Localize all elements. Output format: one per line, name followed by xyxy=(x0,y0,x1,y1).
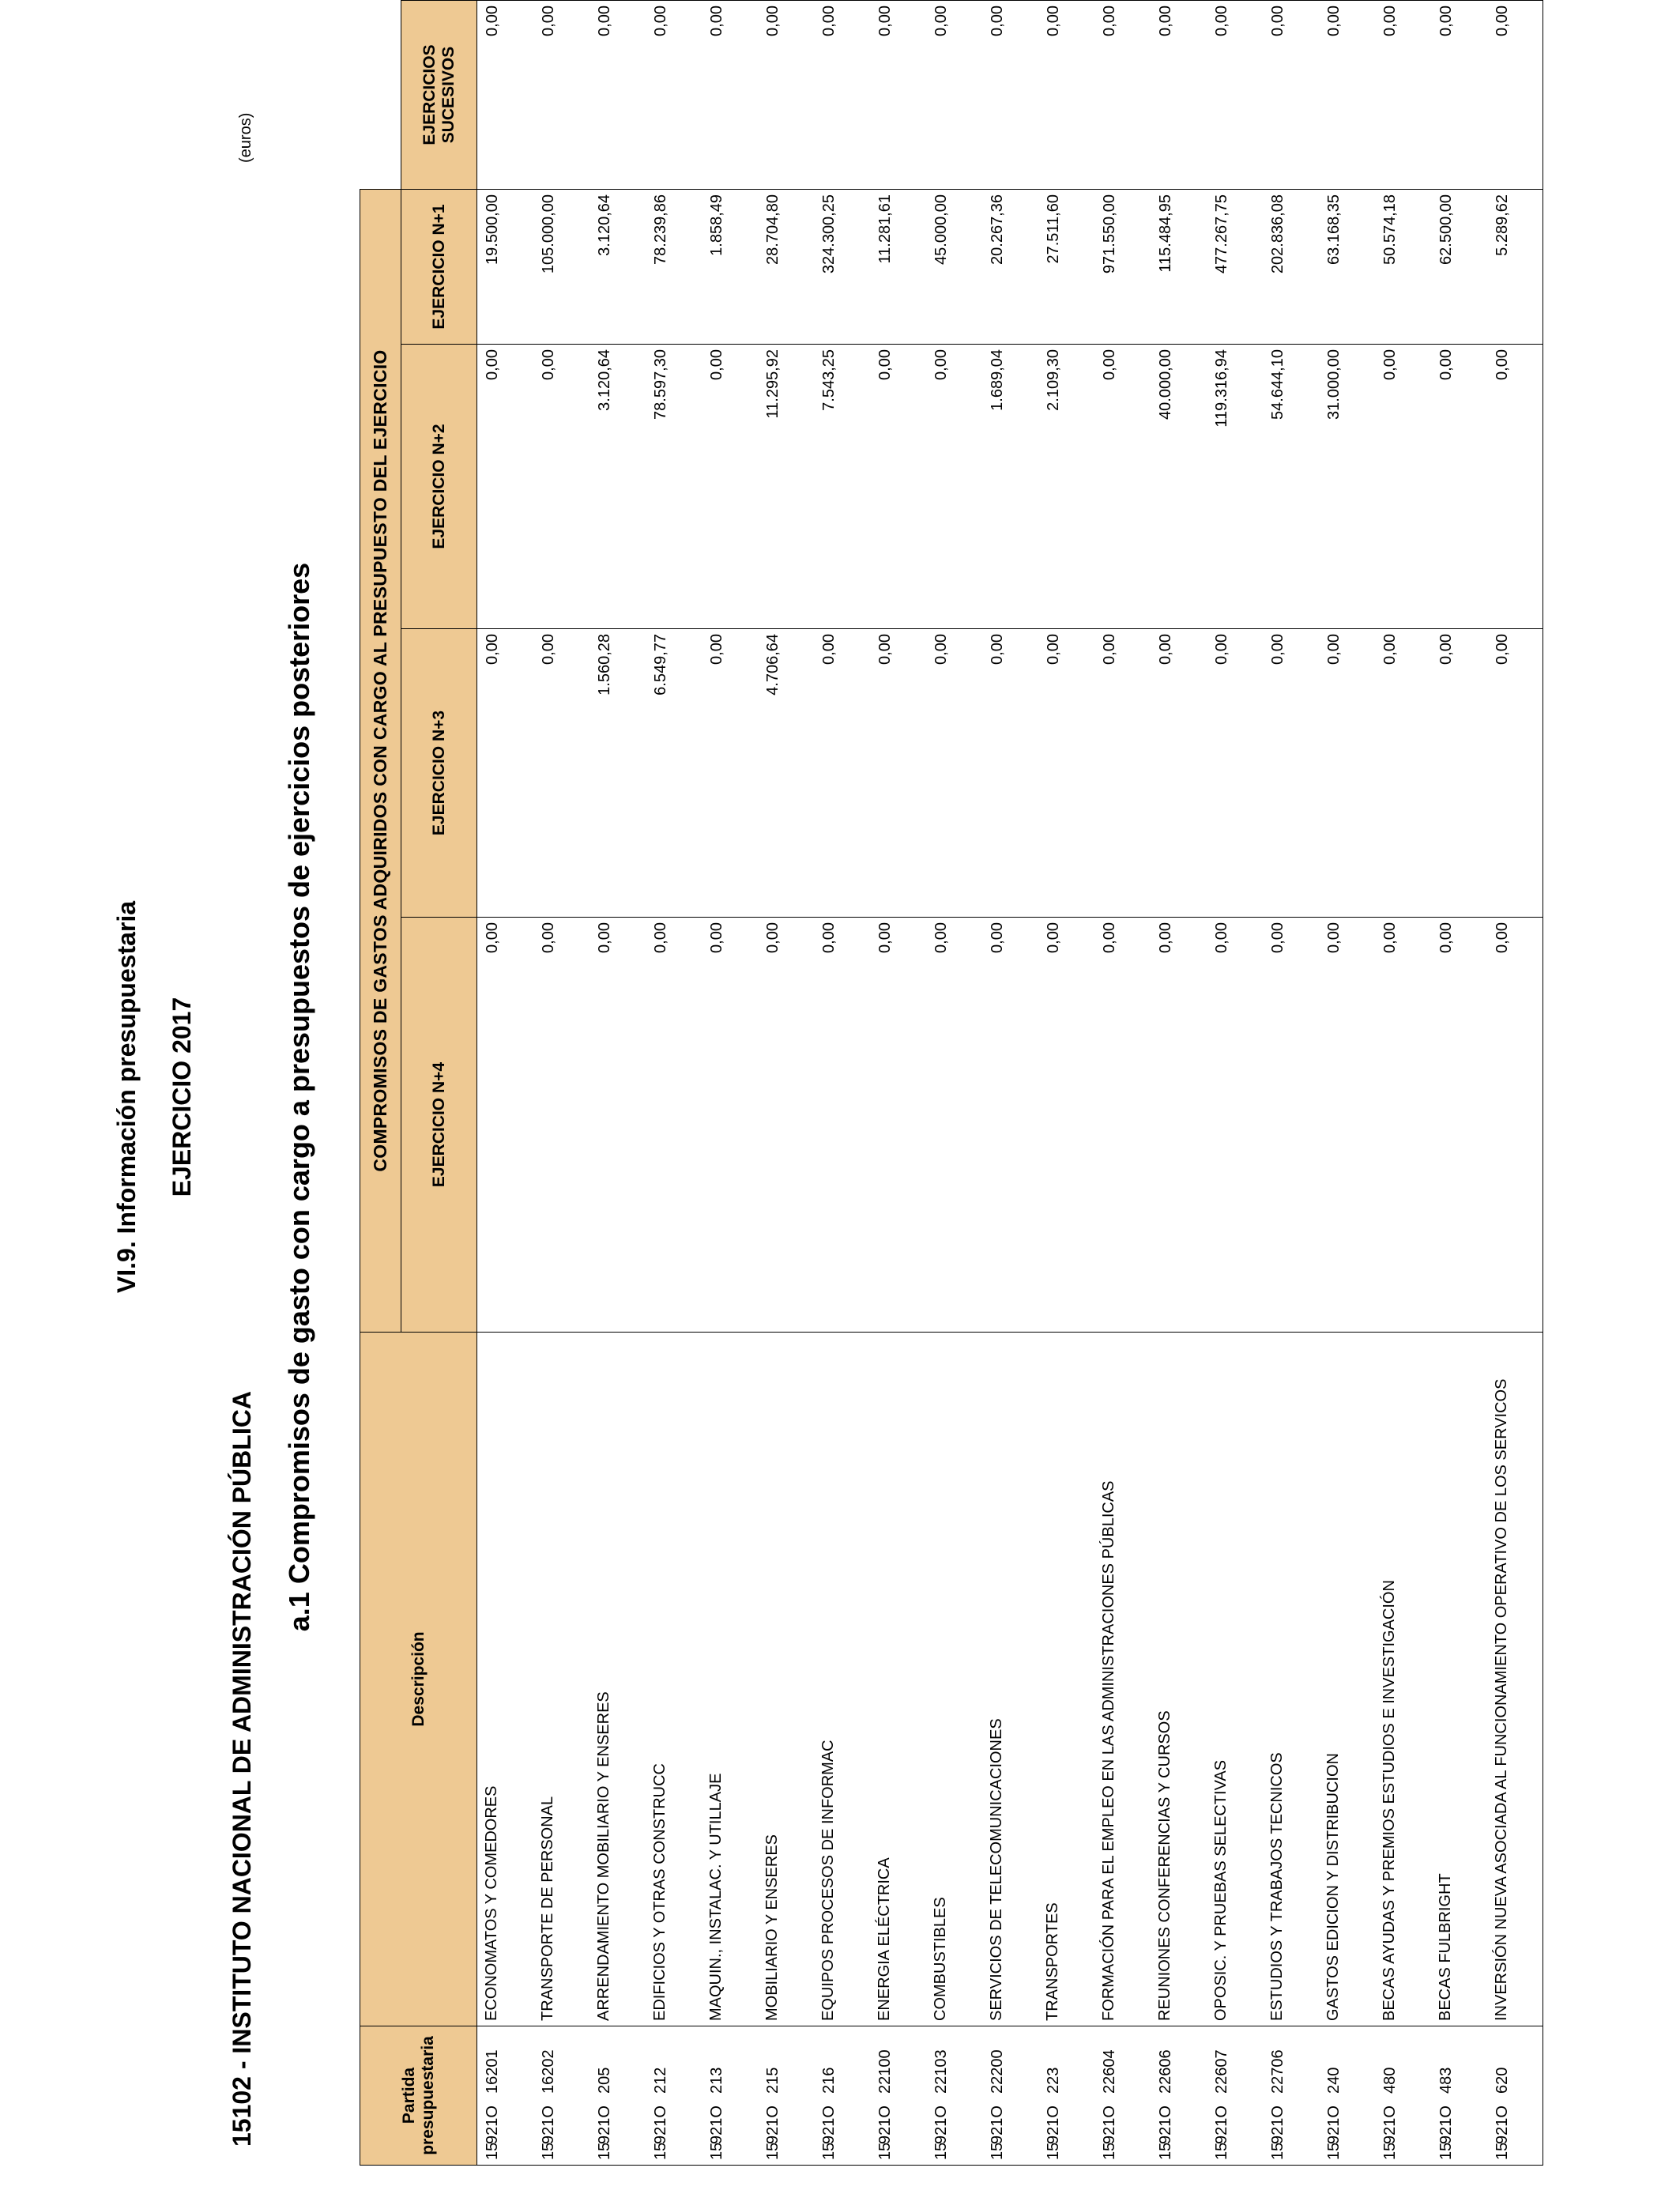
partida-section: 15 xyxy=(1493,2142,1511,2160)
partida-section: 15 xyxy=(932,2142,950,2160)
table-row xyxy=(1038,1,1094,2166)
value-n2: 0,00 xyxy=(533,345,590,629)
value-n1: 50.574,18 xyxy=(1375,190,1431,345)
value-n4: 0,00 xyxy=(1038,918,1094,1333)
value-n3: 4.706,64 xyxy=(758,629,814,918)
description-cell: ECONOMATOS Y COMEDORES xyxy=(477,1333,533,2026)
table-row xyxy=(926,1,982,2166)
partida-program: 921O xyxy=(1100,2105,1118,2144)
value-n1: 477.267,75 xyxy=(1207,190,1263,345)
partida-cell xyxy=(1319,2026,1375,2166)
table-row xyxy=(1375,1,1431,2166)
table-row xyxy=(1319,1,1375,2166)
commitments-table xyxy=(360,0,1543,2166)
partida-cell xyxy=(1487,2026,1543,2166)
value-n2: 3.120,64 xyxy=(590,345,646,629)
value-n2: 0,00 xyxy=(1375,345,1431,629)
value-n1: 45.000,00 xyxy=(926,190,982,345)
value-n4: 0,00 xyxy=(1263,918,1319,1333)
table-row xyxy=(1151,1,1207,2166)
partida-cell xyxy=(982,2026,1038,2166)
partida-program: 921O xyxy=(651,2105,669,2144)
partida-concept: 213 xyxy=(707,2067,725,2094)
partida-cell xyxy=(1151,2026,1207,2166)
value-n3: 1.560,28 xyxy=(590,629,646,918)
value-n4: 0,00 xyxy=(814,918,870,1333)
partida-section: 15 xyxy=(651,2142,669,2160)
value-sucesivos: 0,00 xyxy=(702,1,758,190)
table-row xyxy=(646,1,702,2166)
value-n3: 0,00 xyxy=(477,629,533,918)
value-sucesivos: 0,00 xyxy=(870,1,926,190)
value-n4: 0,00 xyxy=(870,918,926,1333)
value-n2: 0,00 xyxy=(870,345,926,629)
partida-section: 15 xyxy=(539,2142,557,2160)
partida-section: 15 xyxy=(1212,2142,1230,2160)
value-n3: 0,00 xyxy=(870,629,926,918)
value-sucesivos: 0,00 xyxy=(1319,1,1375,190)
value-sucesivos: 0,00 xyxy=(982,1,1038,190)
col-header-n3: EJERCICIO N+3 xyxy=(401,629,477,918)
partida-concept: 22100 xyxy=(876,2049,894,2094)
partida-program: 921O xyxy=(876,2105,894,2144)
partida-cell xyxy=(646,2026,702,2166)
partida-program: 921O xyxy=(1324,2105,1343,2144)
description-cell: REUNIONES CONFERENCIAS Y CURSOS xyxy=(1151,1333,1207,2026)
value-n1: 3.120,64 xyxy=(590,190,646,345)
col-header-n4: EJERCICIO N+4 xyxy=(401,918,477,1333)
partida-concept: 16202 xyxy=(539,2049,557,2094)
value-sucesivos: 0,00 xyxy=(1038,1,1094,190)
value-n1: 11.281,61 xyxy=(870,190,926,345)
col-header-n2: EJERCICIO N+2 xyxy=(401,345,477,629)
partida-cell xyxy=(533,2026,590,2166)
partida-program: 921O xyxy=(1381,2105,1399,2144)
table-row xyxy=(870,1,926,2166)
partida-program: 921O xyxy=(1268,2105,1286,2144)
col-header-sucesivos: EJERCICIOS SUCESIVOS xyxy=(401,1,477,190)
partida-concept: 22606 xyxy=(1156,2049,1174,2094)
partida-concept: 223 xyxy=(1044,2067,1062,2094)
partida-section: 15 xyxy=(1381,2142,1399,2160)
partida-section: 15 xyxy=(1156,2142,1174,2160)
partida-cell xyxy=(870,2026,926,2166)
value-n1: 971.550,00 xyxy=(1094,190,1151,345)
value-sucesivos: 0,00 xyxy=(926,1,982,190)
value-n4: 0,00 xyxy=(1151,918,1207,1333)
units-label: (euros) xyxy=(237,112,254,163)
value-n1: 27.511,60 xyxy=(1038,190,1094,345)
exercise-title: EJERCICIO 2017 xyxy=(168,997,196,1197)
partida-concept: 205 xyxy=(595,2067,613,2094)
value-n4: 0,00 xyxy=(533,918,590,1333)
partida-program: 921O xyxy=(819,2105,838,2144)
value-n3: 0,00 xyxy=(533,629,590,918)
description-cell: BECAS AYUDAS Y PREMIOS ESTUDIOS E INVESTIGACIÓN xyxy=(1375,1333,1431,2026)
value-n4: 0,00 xyxy=(926,918,982,1333)
value-n2: 40.000,00 xyxy=(1151,345,1207,629)
partida-program: 921O xyxy=(1212,2105,1230,2144)
partida-program: 921O xyxy=(988,2105,1006,2144)
value-n2: 31.000,00 xyxy=(1319,345,1375,629)
partida-program: 921O xyxy=(484,2105,501,2144)
value-n2: 0,00 xyxy=(1094,345,1151,629)
description-cell: SERVICIOS DE TELECOMUNICACIONES xyxy=(982,1333,1038,2026)
description-cell: EDIFICIOS Y OTRAS CONSTRUCC xyxy=(646,1333,702,2026)
partida-program: 921O xyxy=(932,2105,950,2144)
table-row xyxy=(477,1,533,2166)
value-sucesivos: 0,00 xyxy=(1487,1,1543,190)
partida-concept: 212 xyxy=(651,2067,669,2094)
table-row xyxy=(533,1,590,2166)
partida-concept: 483 xyxy=(1437,2067,1455,2094)
partida-concept: 22200 xyxy=(988,2049,1006,2094)
partida-concept: 16201 xyxy=(484,2049,501,2094)
partida-program: 921O xyxy=(595,2105,613,2144)
value-n2: 78.597,30 xyxy=(646,345,702,629)
partida-program: 921O xyxy=(1437,2105,1455,2144)
description-cell: ENERGIA ELÉCTRICA xyxy=(870,1333,926,2026)
value-n1: 63.168,35 xyxy=(1319,190,1375,345)
partida-concept: 22706 xyxy=(1268,2049,1286,2094)
value-n4: 0,00 xyxy=(477,918,533,1333)
value-n2: 0,00 xyxy=(477,345,533,629)
partida-cell xyxy=(477,2026,533,2166)
value-n4: 0,00 xyxy=(1487,918,1543,1333)
table-row xyxy=(1207,1,1263,2166)
col-header-n1: EJERCICIO N+1 xyxy=(401,190,477,345)
partida-concept: 620 xyxy=(1493,2067,1511,2094)
partida-section: 15 xyxy=(595,2142,613,2160)
value-n3: 0,00 xyxy=(926,629,982,918)
partida-cell xyxy=(1431,2026,1487,2166)
description-cell: MAQUIN., INSTALAC. Y UTILLAJE xyxy=(702,1333,758,2026)
partida-cell xyxy=(758,2026,814,2166)
partida-program: 921O xyxy=(763,2105,782,2144)
value-n3: 0,00 xyxy=(1375,629,1431,918)
value-sucesivos: 0,00 xyxy=(533,1,590,190)
partida-cell xyxy=(1094,2026,1151,2166)
value-n1: 62.500,00 xyxy=(1431,190,1487,345)
col-header-partida: Partida presupuestaria xyxy=(360,2026,477,2166)
value-n4: 0,00 xyxy=(1094,918,1151,1333)
partida-section: 15 xyxy=(1100,2142,1118,2160)
value-n2: 7.543,25 xyxy=(814,345,870,629)
value-n3: 0,00 xyxy=(814,629,870,918)
value-n2: 0,00 xyxy=(1487,345,1543,629)
table-row xyxy=(1263,1,1319,2166)
value-n2: 0,00 xyxy=(702,345,758,629)
partida-cell xyxy=(1263,2026,1319,2166)
value-n1: 324.300,25 xyxy=(814,190,870,345)
partida-section: 15 xyxy=(1268,2142,1286,2160)
description-cell: BECAS FULBRIGHT xyxy=(1431,1333,1487,2026)
value-n3: 0,00 xyxy=(1431,629,1487,918)
value-n3: 0,00 xyxy=(702,629,758,918)
description-cell: ARRENDAMIENTO MOBILIARIO Y ENSERES xyxy=(590,1333,646,2026)
value-n4: 0,00 xyxy=(1207,918,1263,1333)
partida-cell xyxy=(590,2026,646,2166)
partida-cell xyxy=(926,2026,982,2166)
partida-concept: 215 xyxy=(763,2067,782,2094)
description-cell: INVERSIÓN NUEVA ASOCIADA AL FUNCIONAMIENTO OPERATIVO DE LOS SERVICOS xyxy=(1487,1333,1543,2026)
value-n2: 119.316,94 xyxy=(1207,345,1263,629)
value-n2: 0,00 xyxy=(1431,345,1487,629)
value-sucesivos: 0,00 xyxy=(1094,1,1151,190)
partida-cell xyxy=(814,2026,870,2166)
value-n1: 78.239,86 xyxy=(646,190,702,345)
table-row xyxy=(1094,1,1151,2166)
value-n2: 1.689,04 xyxy=(982,345,1038,629)
table-row xyxy=(702,1,758,2166)
partida-section: 15 xyxy=(876,2142,894,2160)
partida-program: 921O xyxy=(1493,2105,1511,2144)
value-n3: 0,00 xyxy=(982,629,1038,918)
section-title: VI.9. Información presupuestaria xyxy=(112,900,141,1294)
partida-section: 15 xyxy=(988,2142,1006,2160)
value-n1: 5.289,62 xyxy=(1487,190,1543,345)
value-sucesivos: 0,00 xyxy=(1151,1,1207,190)
table-row xyxy=(982,1,1038,2166)
table-row xyxy=(758,1,814,2166)
value-n3: 0,00 xyxy=(1263,629,1319,918)
value-n1: 28.704,80 xyxy=(758,190,814,345)
partida-concept: 240 xyxy=(1324,2067,1343,2094)
value-n4: 0,00 xyxy=(1319,918,1375,1333)
col-header-descripcion: Descripción xyxy=(360,1333,477,2026)
value-n3: 0,00 xyxy=(1487,629,1543,918)
partida-program: 921O xyxy=(1156,2105,1174,2144)
value-n3: 0,00 xyxy=(1207,629,1263,918)
description-cell: OPOSIC. Y PRUEBAS SELECTIVAS xyxy=(1207,1333,1263,2026)
partida-concept: 22607 xyxy=(1212,2049,1230,2094)
description-cell: MOBILIARIO Y ENSERES xyxy=(758,1333,814,2026)
table-subtitle: a.1 Compromisos de gasto con cargo a presupuestos de ejercicios posteriores xyxy=(283,562,315,1632)
value-n3: 0,00 xyxy=(1319,629,1375,918)
description-cell: COMBUSTIBLES xyxy=(926,1333,982,2026)
organism-title: 15102 - INSTITUTO NACIONAL DE ADMINISTRACIÓN PÚBLICA xyxy=(228,1391,256,2147)
partida-cell xyxy=(1375,2026,1431,2166)
partida-program: 921O xyxy=(539,2105,557,2144)
value-sucesivos: 0,00 xyxy=(1263,1,1319,190)
value-sucesivos: 0,00 xyxy=(1207,1,1263,190)
value-sucesivos: 0,00 xyxy=(1375,1,1431,190)
value-sucesivos: 0,00 xyxy=(590,1,646,190)
partida-section: 15 xyxy=(763,2142,782,2160)
partida-section: 15 xyxy=(1437,2142,1455,2160)
partida-program: 921O xyxy=(1044,2105,1062,2144)
table-row xyxy=(1487,1,1543,2166)
value-n4: 0,00 xyxy=(590,918,646,1333)
description-cell: EQUIPOS PROCESOS DE INFORMAC xyxy=(814,1333,870,2026)
description-cell: TRANSPORTES xyxy=(1038,1333,1094,2026)
value-n3: 6.549,77 xyxy=(646,629,702,918)
partida-section: 15 xyxy=(484,2142,501,2160)
value-n1: 1.858,49 xyxy=(702,190,758,345)
value-n3: 0,00 xyxy=(1038,629,1094,918)
value-n4: 0,00 xyxy=(1375,918,1431,1333)
value-sucesivos: 0,00 xyxy=(758,1,814,190)
value-n4: 0,00 xyxy=(758,918,814,1333)
value-n2: 54.644,10 xyxy=(1263,345,1319,629)
value-sucesivos: 0,00 xyxy=(477,1,533,190)
description-cell: ESTUDIOS Y TRABAJOS TECNICOS xyxy=(1263,1333,1319,2026)
partida-section: 15 xyxy=(1044,2142,1062,2160)
value-n2: 0,00 xyxy=(926,345,982,629)
value-n4: 0,00 xyxy=(982,918,1038,1333)
partida-cell xyxy=(1038,2026,1094,2166)
value-n4: 0,00 xyxy=(702,918,758,1333)
group-header: COMPROMISOS DE GASTOS ADQUIRIDOS CON CARGO AL PRESUPUESTO DEL EJERCICIO xyxy=(360,190,401,1333)
table-row xyxy=(1431,1,1487,2166)
value-n2: 11.295,92 xyxy=(758,345,814,629)
table-row xyxy=(590,1,646,2166)
value-n3: 0,00 xyxy=(1094,629,1151,918)
value-n1: 115.484,95 xyxy=(1151,190,1207,345)
partida-concept: 22103 xyxy=(932,2049,950,2094)
partida-section: 15 xyxy=(707,2142,725,2160)
partida-cell xyxy=(702,2026,758,2166)
partida-concept: 216 xyxy=(819,2067,838,2094)
value-n4: 0,00 xyxy=(646,918,702,1333)
description-cell: TRANSPORTE DE PERSONAL xyxy=(533,1333,590,2026)
partida-concept: 480 xyxy=(1381,2067,1399,2094)
partida-cell xyxy=(1207,2026,1263,2166)
value-sucesivos: 0,00 xyxy=(814,1,870,190)
partida-program: 921O xyxy=(707,2105,725,2144)
partida-section: 15 xyxy=(819,2142,838,2160)
value-n1: 202.836,08 xyxy=(1263,190,1319,345)
description-cell: GASTOS EDICION Y DISTRIBUCION xyxy=(1319,1333,1375,2026)
value-sucesivos: 0,00 xyxy=(646,1,702,190)
description-cell: FORMACIÓN PARA EL EMPLEO EN LAS ADMINISTRACIONES PÚBLICAS xyxy=(1094,1333,1151,2026)
partida-concept: 22604 xyxy=(1100,2049,1118,2094)
partida-section: 15 xyxy=(1324,2142,1343,2160)
value-n1: 105.000,00 xyxy=(533,190,590,345)
table-row xyxy=(814,1,870,2166)
value-n4: 0,00 xyxy=(1431,918,1487,1333)
value-n2: 2.109,30 xyxy=(1038,345,1094,629)
value-n1: 19.500,00 xyxy=(477,190,533,345)
value-n1: 20.267,36 xyxy=(982,190,1038,345)
value-n3: 0,00 xyxy=(1151,629,1207,918)
value-sucesivos: 0,00 xyxy=(1431,1,1487,190)
